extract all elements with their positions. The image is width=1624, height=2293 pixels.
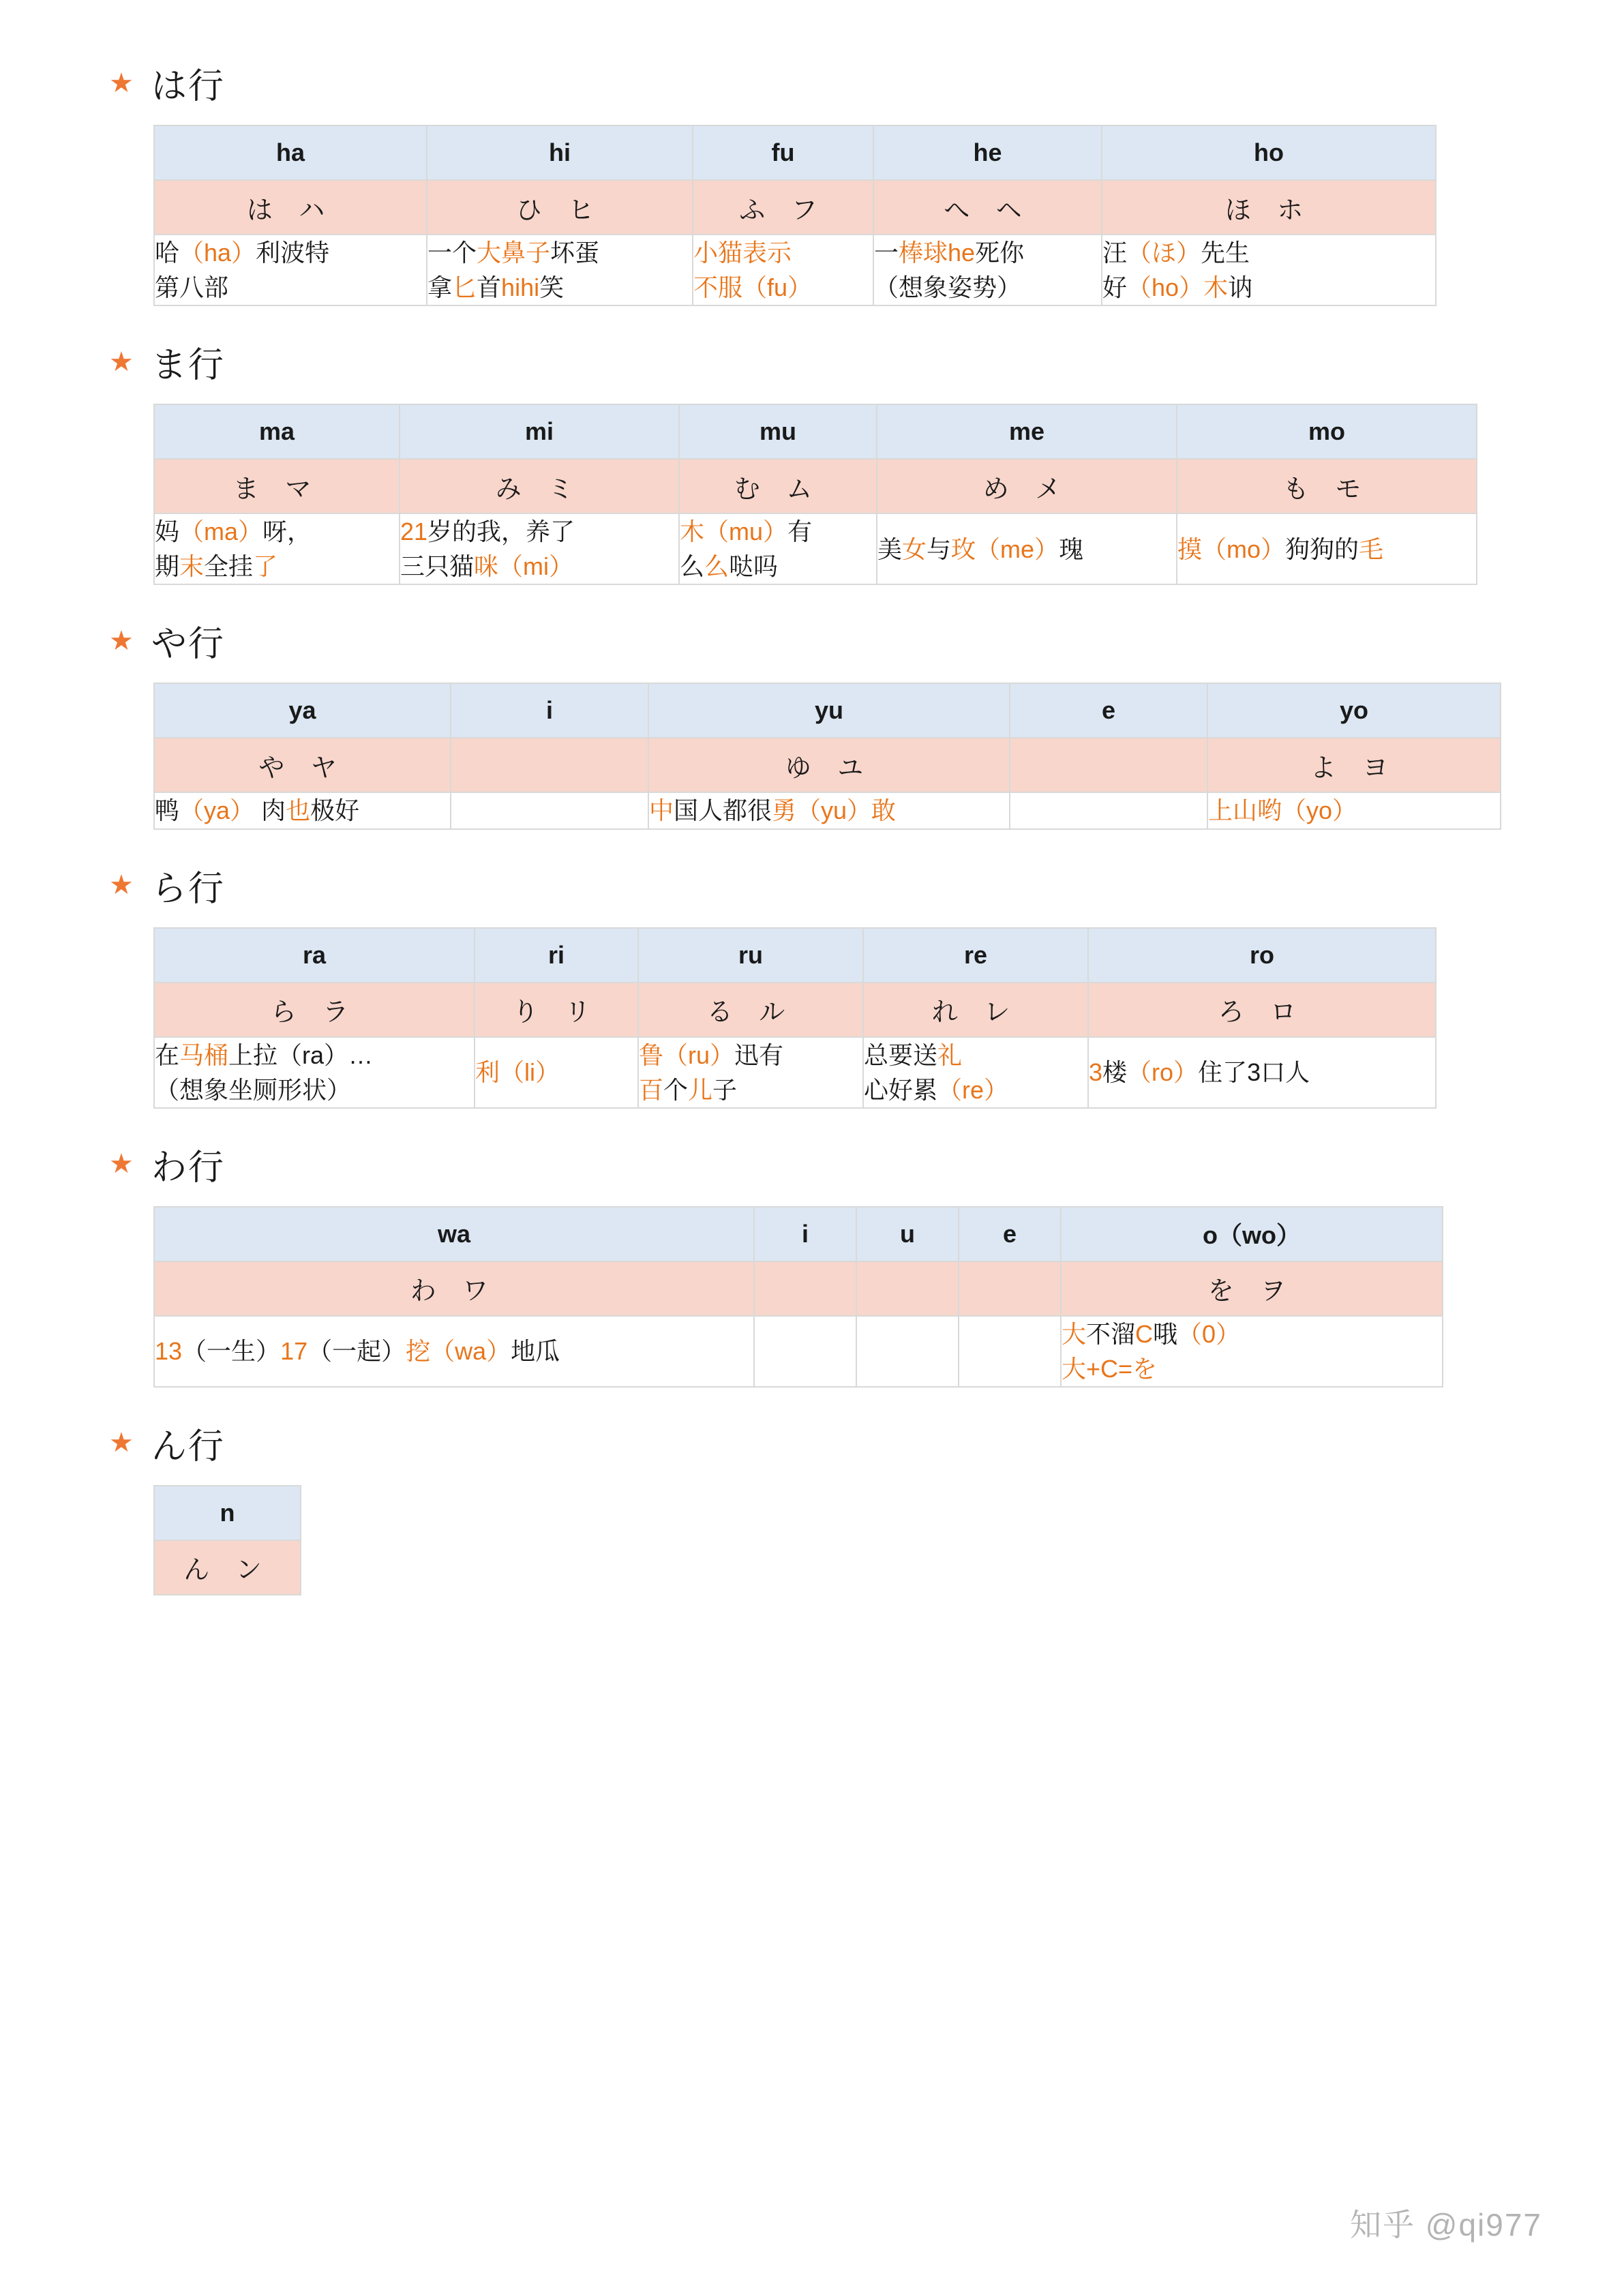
kana-cell: や ヤ xyxy=(154,738,451,792)
mnemonic-cell xyxy=(863,1037,1088,1108)
mnemonic-text: 先生 xyxy=(1201,239,1250,267)
mnemonic-text: 楼 xyxy=(1102,1058,1128,1087)
mnemonic-text: 总要送 xyxy=(864,1040,938,1069)
kana-table xyxy=(153,125,1437,306)
mnemonic-text: 儿 xyxy=(688,1075,713,1104)
mnemonic-text: （ro） xyxy=(1127,1058,1199,1087)
section-heading xyxy=(0,27,1624,125)
mnemonic-text: （ma） xyxy=(179,518,263,546)
mnemonic-text: 国人都很 xyxy=(674,796,772,825)
kana-cell: ふ フ xyxy=(693,180,873,235)
mnemonic-row xyxy=(154,513,1477,584)
mnemonic-text: 中 xyxy=(649,796,674,825)
mnemonic-text: 汪 xyxy=(1102,239,1128,267)
mnemonic-empty-cell xyxy=(451,792,648,828)
mnemonic-cell xyxy=(400,513,679,584)
romaji-cell: ma xyxy=(154,404,400,459)
kana-cell: ま マ xyxy=(154,459,400,513)
mnemonic-row xyxy=(154,235,1436,305)
mnemonic-text: 礼 xyxy=(937,1040,963,1069)
section-heading xyxy=(0,830,1624,927)
mnemonic-text: 拿 xyxy=(427,273,453,302)
kana-cell: ろ ロ xyxy=(1088,983,1436,1037)
mnemonic-row xyxy=(154,1037,1436,1108)
romaji-cell: i xyxy=(754,1207,856,1261)
star-icon: ★ xyxy=(109,625,134,656)
kana-cell: れ レ xyxy=(863,983,1088,1037)
mnemonic-text: 上拉（ra）… xyxy=(228,1040,374,1069)
section-title: や行 xyxy=(151,625,225,665)
section-title: ん行 xyxy=(151,1426,225,1467)
kana-cell: み ミ xyxy=(400,459,679,513)
mnemonic-cell xyxy=(1088,1037,1436,1108)
kana-cell: も モ xyxy=(1177,459,1477,513)
romaji-cell: ra xyxy=(154,928,475,983)
kana-empty-cell xyxy=(451,738,648,792)
kana-cell: ら ラ xyxy=(154,983,475,1037)
mnemonic-text: 与 xyxy=(927,535,952,563)
mnemonic-text: （一起） xyxy=(307,1337,406,1366)
mnemonic-text: 极好 xyxy=(310,796,360,825)
mnemonic-text: 心好累 xyxy=(864,1075,938,1104)
mnemonic-text: 笑 xyxy=(539,273,565,302)
mnemonic-text: 狗狗的 xyxy=(1285,535,1359,563)
kana-row xyxy=(154,180,1436,235)
mnemonic-text: 子 xyxy=(712,1075,738,1104)
mnemonic-text: 棒球he xyxy=(899,239,976,267)
mnemonic-cell xyxy=(1177,513,1477,584)
mnemonic-cell xyxy=(475,1037,638,1108)
mnemonic-text: 大+C=を xyxy=(1062,1354,1158,1383)
kana-cell: ひ ヒ xyxy=(427,180,693,235)
kana-row xyxy=(154,983,1436,1037)
mnemonic-text: 了 xyxy=(253,552,278,581)
romaji-cell: u xyxy=(856,1207,959,1261)
romaji-cell: ro xyxy=(1088,928,1436,983)
mnemonic-cell xyxy=(679,513,877,584)
mnemonic-text: （ho） xyxy=(1127,273,1204,302)
mnemonic-text: 肉 xyxy=(254,796,286,825)
mnemonic-cell xyxy=(873,235,1102,305)
mnemonic-text: 哦 xyxy=(1153,1319,1178,1348)
kana-section xyxy=(0,1109,1624,1388)
mnemonic-empty-cell xyxy=(959,1316,1061,1387)
section-heading xyxy=(0,1388,1624,1485)
mnemonic-text: 讷 xyxy=(1228,273,1253,302)
romaji-cell: hi xyxy=(427,125,693,180)
romaji-row xyxy=(154,1207,1443,1261)
section-heading xyxy=(0,1109,1624,1206)
mnemonic-text: 美 xyxy=(877,535,903,563)
romaji-row xyxy=(154,1486,301,1540)
mnemonic-text: 小猫表示 xyxy=(693,239,792,267)
mnemonic-text: 呀， xyxy=(262,518,312,546)
romaji-cell: mi xyxy=(400,404,679,459)
mnemonic-text: （想象姿势） xyxy=(874,273,1022,302)
mnemonic-cell xyxy=(877,513,1177,584)
kana-cell: る ル xyxy=(638,983,863,1037)
romaji-cell: ha xyxy=(154,125,427,180)
mnemonic-text: 全挂 xyxy=(204,552,254,581)
mnemonic-text: 个 xyxy=(663,1075,689,1104)
mnemonic-text: （re） xyxy=(937,1075,1009,1104)
romaji-cell: ru xyxy=(638,928,863,983)
mnemonic-text: （想象坐厕形状） xyxy=(155,1075,352,1104)
mnemonic-cell xyxy=(648,792,1010,828)
kana-row xyxy=(154,738,1501,792)
romaji-cell: ri xyxy=(475,928,638,983)
mnemonic-text: 3 xyxy=(1089,1058,1103,1087)
mnemonic-text: 玫（me） xyxy=(951,535,1059,563)
mnemonic-text: 哈 xyxy=(155,239,180,267)
romaji-row xyxy=(154,683,1501,738)
mnemonic-text: （ほ） xyxy=(1127,239,1201,267)
section-heading xyxy=(0,306,1624,404)
romaji-cell: o（wo） xyxy=(1061,1207,1443,1261)
mnemonic-cell xyxy=(638,1037,863,1108)
watermark xyxy=(1340,2200,1542,2245)
mnemonic-text: （0） xyxy=(1177,1319,1241,1348)
romaji-cell: me xyxy=(877,404,1177,459)
romaji-cell: re xyxy=(863,928,1088,983)
mnemonic-empty-cell xyxy=(754,1316,856,1387)
kana-table xyxy=(153,1485,301,1595)
section-title: ま行 xyxy=(151,346,225,386)
mnemonic-text: 上山哟（yo） xyxy=(1208,796,1357,825)
romaji-row xyxy=(154,404,1477,459)
kana-table xyxy=(153,683,1501,829)
romaji-cell: e xyxy=(1010,683,1207,738)
mnemonic-text: 妈 xyxy=(155,518,180,546)
mnemonic-text: 利（li） xyxy=(475,1058,560,1087)
mnemonic-cell xyxy=(154,1037,475,1108)
star-icon: ★ xyxy=(109,68,134,98)
star-icon: ★ xyxy=(109,1428,134,1458)
mnemonic-text: 么 xyxy=(680,552,705,581)
mnemonic-cell xyxy=(154,513,400,584)
mnemonic-text: 哒吗 xyxy=(729,552,779,581)
mnemonic-text: 21 xyxy=(400,518,428,546)
mnemonic-text: hihi xyxy=(501,273,540,302)
mnemonic-text: 13 xyxy=(155,1337,183,1366)
kana-table xyxy=(153,1206,1443,1388)
mnemonic-text: 鲁（ru） xyxy=(639,1040,735,1069)
romaji-cell: yo xyxy=(1207,683,1501,738)
kana-cell: を ヲ xyxy=(1061,1261,1443,1316)
romaji-cell: n xyxy=(154,1486,301,1540)
mnemonic-text: 大鼻子 xyxy=(477,239,551,267)
mnemonic-text: 岁的我，养了 xyxy=(427,518,575,546)
romaji-cell: ya xyxy=(154,683,451,738)
section-title: は行 xyxy=(151,67,225,106)
mnemonic-text: 首 xyxy=(477,273,502,302)
kana-empty-cell xyxy=(959,1261,1061,1316)
kana-empty-cell xyxy=(754,1261,856,1316)
romaji-cell: mo xyxy=(1177,404,1477,459)
mnemonic-text: 地瓜 xyxy=(511,1337,560,1366)
kana-row xyxy=(154,459,1477,513)
romaji-cell: fu xyxy=(693,125,873,180)
mnemonic-text: 有 xyxy=(787,518,813,546)
kana-section xyxy=(0,27,1624,306)
romaji-cell: ho xyxy=(1102,125,1436,180)
mnemonic-text: 么 xyxy=(704,552,730,581)
mnemonic-empty-cell xyxy=(856,1316,959,1387)
mnemonic-text: 住了3口人 xyxy=(1198,1058,1310,1087)
mnemonic-text: 百 xyxy=(639,1075,664,1104)
mnemonic-text: 不服（fu） xyxy=(693,273,813,302)
mnemonic-text: 好 xyxy=(1102,273,1128,302)
kana-cell: ん ン xyxy=(154,1540,301,1595)
romaji-row xyxy=(154,928,1436,983)
mnemonic-text: 也 xyxy=(286,796,311,825)
mnemonic-text: 末 xyxy=(179,552,205,581)
mnemonic-cell xyxy=(154,792,451,828)
kana-cell: へ ヘ xyxy=(873,180,1102,235)
mnemonic-cell xyxy=(1102,235,1436,305)
mnemonic-cell xyxy=(154,1316,754,1387)
kana-section xyxy=(0,830,1624,1109)
mnemonic-row xyxy=(154,792,1501,828)
mnemonic-empty-cell xyxy=(1010,792,1207,828)
mnemonic-text: 17 xyxy=(280,1337,308,1366)
mnemonic-text: 瑰 xyxy=(1059,535,1084,563)
mnemonic-text: 利波特 xyxy=(256,239,330,267)
kana-table xyxy=(153,404,1477,585)
section-title: ら行 xyxy=(151,869,225,909)
mnemonic-text: 迅有 xyxy=(734,1040,784,1069)
mnemonic-cell xyxy=(1207,792,1501,828)
romaji-row xyxy=(154,125,1436,180)
mnemonic-cell xyxy=(1061,1316,1443,1387)
romaji-cell: i xyxy=(451,683,648,738)
kana-row xyxy=(154,1540,301,1595)
kana-cell: む ム xyxy=(679,459,877,513)
section-title: わ行 xyxy=(151,1148,225,1188)
mnemonic-text: 摸（mo） xyxy=(1177,535,1286,563)
mnemonic-cell xyxy=(427,235,693,305)
mnemonic-text: 大 xyxy=(1062,1319,1087,1348)
mnemonic-text: 期 xyxy=(155,552,180,581)
mnemonic-text: 鸭 xyxy=(155,796,180,825)
kana-empty-cell xyxy=(1010,738,1207,792)
mnemonic-text: 一个 xyxy=(427,239,477,267)
kana-cell: は ハ xyxy=(154,180,427,235)
mnemonic-text: 毛 xyxy=(1359,535,1384,563)
mnemonic-cell xyxy=(693,235,873,305)
kana-row xyxy=(154,1261,1443,1316)
kana-cell: ほ ホ xyxy=(1102,180,1436,235)
mnemonic-text: 坏蛋 xyxy=(550,239,600,267)
mnemonic-text: 死你 xyxy=(975,239,1025,267)
mnemonic-text: 不溜 xyxy=(1086,1319,1136,1348)
mnemonic-text: 匕 xyxy=(452,273,477,302)
mnemonic-text: 第八部 xyxy=(155,273,229,302)
mnemonic-text: （ya） xyxy=(179,796,255,825)
mnemonic-text: 女 xyxy=(902,535,927,563)
section-heading xyxy=(0,585,1624,683)
romaji-cell: he xyxy=(873,125,1102,180)
sections-container xyxy=(0,27,1624,1595)
mnemonic-text: 三只猫 xyxy=(400,552,475,581)
mnemonic-text: 挖（wa） xyxy=(406,1337,511,1366)
romaji-cell: mu xyxy=(679,404,877,459)
watermark-text: 知乎 @qi977 xyxy=(1349,2207,1542,2243)
mnemonic-text: （一生） xyxy=(182,1337,281,1366)
star-icon: ★ xyxy=(109,346,134,377)
mnemonic-text: 木 xyxy=(1203,273,1229,302)
mnemonic-text: 马桶 xyxy=(179,1040,229,1069)
kana-empty-cell xyxy=(856,1261,959,1316)
kana-section xyxy=(0,1388,1624,1595)
mnemonic-text: 木（mu） xyxy=(680,518,788,546)
mnemonic-text: （ha） xyxy=(179,239,256,267)
mnemonic-text: 一 xyxy=(874,239,899,267)
romaji-cell: yu xyxy=(648,683,1010,738)
kana-cell: わ ワ xyxy=(154,1261,754,1316)
mnemonic-text: C xyxy=(1135,1319,1154,1348)
kana-table xyxy=(153,927,1437,1109)
mnemonic-text: 在 xyxy=(155,1040,180,1069)
mnemonic-text: 勇（yu）敢 xyxy=(772,796,897,825)
kana-section xyxy=(0,306,1624,585)
kana-cell: り リ xyxy=(475,983,638,1037)
kana-cell: ゆ ユ xyxy=(648,738,1010,792)
mnemonic-row xyxy=(154,1316,1443,1387)
star-icon: ★ xyxy=(109,870,134,901)
star-icon: ★ xyxy=(109,1149,134,1180)
romaji-cell: wa xyxy=(154,1207,754,1261)
kana-cell: め メ xyxy=(877,459,1177,513)
mnemonic-cell xyxy=(154,235,427,305)
romaji-cell: e xyxy=(959,1207,1061,1261)
kana-section xyxy=(0,585,1624,829)
kana-cell: よ ヨ xyxy=(1207,738,1501,792)
mnemonic-text: 咪（mi） xyxy=(474,552,574,581)
